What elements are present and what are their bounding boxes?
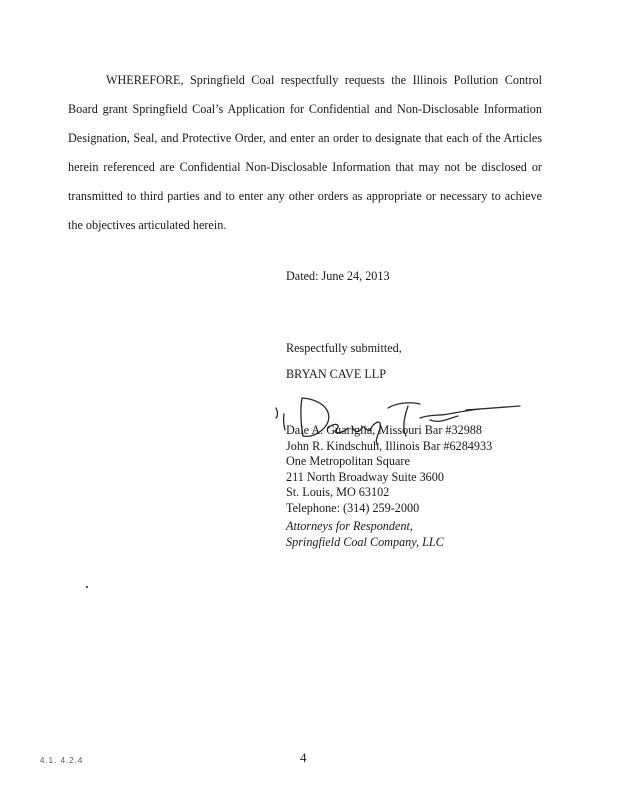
firm-name: BRYAN CAVE LLP [286, 367, 387, 381]
attorneys-for-line-1: Attorneys for Respondent, [286, 519, 413, 533]
attorney-name-1: Dale A. Guariglia, Missouri Bar #32988 [286, 423, 482, 437]
address-line-3: St. Louis, MO 63102 [286, 485, 390, 499]
page-number: 4 [300, 750, 307, 765]
telephone-line: Telephone: (314) 259-2000 [286, 500, 420, 515]
footer-code: 4.1. 4.2.4 [40, 756, 84, 765]
date-line: Dated: June 24, 2013 [286, 269, 390, 283]
signature-block [286, 423, 492, 516]
closing-line: Respectfully submitted, [286, 341, 402, 355]
attorneys-for-line-2: Springfield Coal Company, LLC [286, 535, 444, 549]
attorneys-for-block [286, 518, 444, 550]
address-line-2: 211 North Broadway Suite 3600 [286, 469, 444, 484]
scan-speck [86, 586, 88, 588]
address-line-1: One Metropolitan Square [286, 454, 410, 468]
attorney-name-2: John R. Kindschuh, Illinois Bar #6284933 [286, 438, 493, 453]
wherefore-paragraph: WHEREFORE, Springfield Coal respectfully requests the Illinois Pollution Control Board grant Springfield Coal’s Application for Confidential and Non-Disclosable Information Designation, Seal, and Protective Order, and enter an order to designate that each of the Articles herein referenced are Confidential Non-Disclosable Information that may not be disclosed or transmitted to third parties and to enter any other orders as appropriate or necessary to achieve the objectives articulated herein. [68, 73, 542, 232]
